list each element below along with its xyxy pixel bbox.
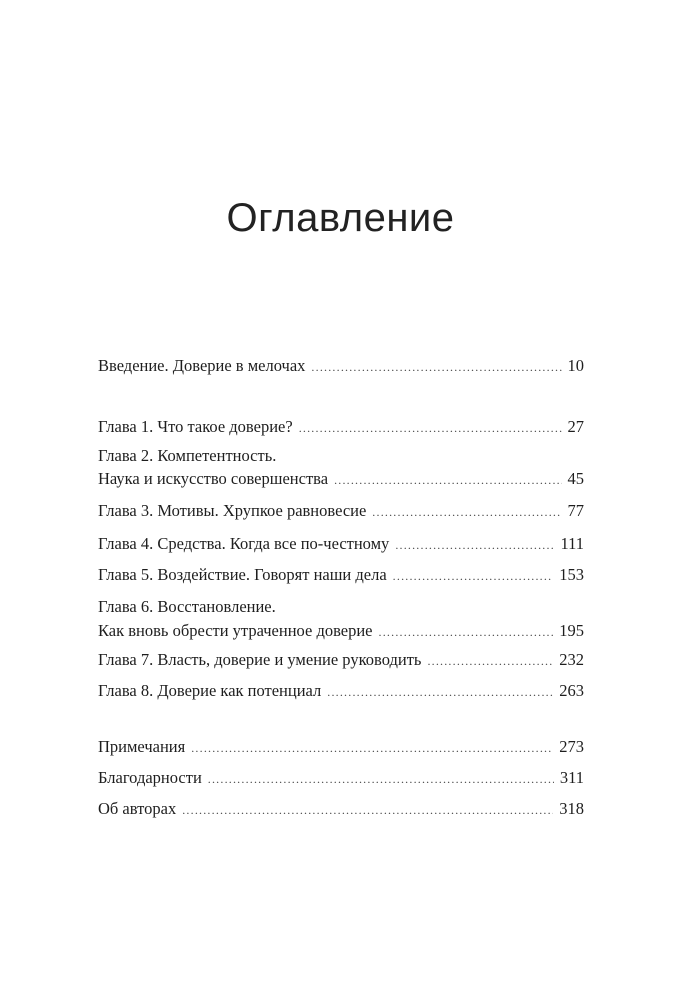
dot-leader xyxy=(311,357,561,377)
toc-entry[interactable] xyxy=(98,417,584,438)
toc-entry[interactable] xyxy=(98,737,584,758)
dot-leader xyxy=(299,418,562,438)
entry-title: Об авторах xyxy=(98,799,177,818)
entry-page: 263 xyxy=(559,681,584,700)
dot-leader xyxy=(191,738,553,758)
toc-entry[interactable] xyxy=(98,799,584,820)
toc-entry[interactable] xyxy=(98,650,584,671)
entry-page: 111 xyxy=(560,534,584,553)
entry-title: Введение. Доверие в мелочах xyxy=(98,356,306,375)
dot-leader xyxy=(427,651,553,671)
dot-leader xyxy=(327,682,553,702)
dot-leader xyxy=(395,535,554,555)
entry-page: 273 xyxy=(559,737,584,756)
toc-entry[interactable] xyxy=(98,534,584,555)
entry-title: Как вновь обрести утраченное доверие xyxy=(98,621,373,640)
entry-page: 153 xyxy=(559,565,584,584)
toc-entry[interactable] xyxy=(98,469,584,490)
entry-title: Глава 7. Власть, доверие и умение руководить xyxy=(98,650,422,669)
dot-leader xyxy=(379,622,554,642)
entry-page: 10 xyxy=(567,356,584,375)
entry-title: Глава 8. Доверие как потенциал xyxy=(98,681,322,700)
entry-page: 27 xyxy=(567,417,584,436)
entry-page: 311 xyxy=(559,768,584,787)
entry-page: 195 xyxy=(559,621,584,640)
dot-leader xyxy=(208,769,554,789)
entry-title-line1: Глава 6. Восстановление. xyxy=(98,597,276,616)
entry-page: 232 xyxy=(559,650,584,669)
entry-title: Глава 1. Что такое доверие? xyxy=(98,417,293,436)
page-title: Оглавление xyxy=(226,196,455,240)
toc-entry[interactable] xyxy=(98,681,584,702)
toc-entry[interactable] xyxy=(98,768,584,789)
entry-title: Благодарности xyxy=(98,768,202,787)
entry-page: 45 xyxy=(567,469,584,488)
dot-leader xyxy=(182,800,553,820)
entry-title: Глава 5. Воздействие. Говорят наши дела xyxy=(98,565,387,584)
toc-entry[interactable] xyxy=(98,621,584,642)
toc-entry[interactable] xyxy=(98,501,584,522)
entry-title: Глава 3. Мотивы. Хрупкое равновесие xyxy=(98,501,367,520)
entry-title-line1: Глава 2. Компетентность. xyxy=(98,446,277,465)
toc-entry[interactable] xyxy=(98,356,584,377)
dot-leader xyxy=(334,470,561,490)
entry-title: Наука и искусство совершенства xyxy=(98,469,329,488)
dot-leader xyxy=(372,502,561,522)
entry-page: 77 xyxy=(567,501,584,520)
entry-title: Глава 4. Средства. Когда все по-честному xyxy=(98,534,390,553)
entry-title: Примечания xyxy=(98,737,186,756)
entry-page: 318 xyxy=(559,799,584,818)
toc-entry[interactable] xyxy=(98,565,584,586)
dot-leader xyxy=(393,566,554,586)
